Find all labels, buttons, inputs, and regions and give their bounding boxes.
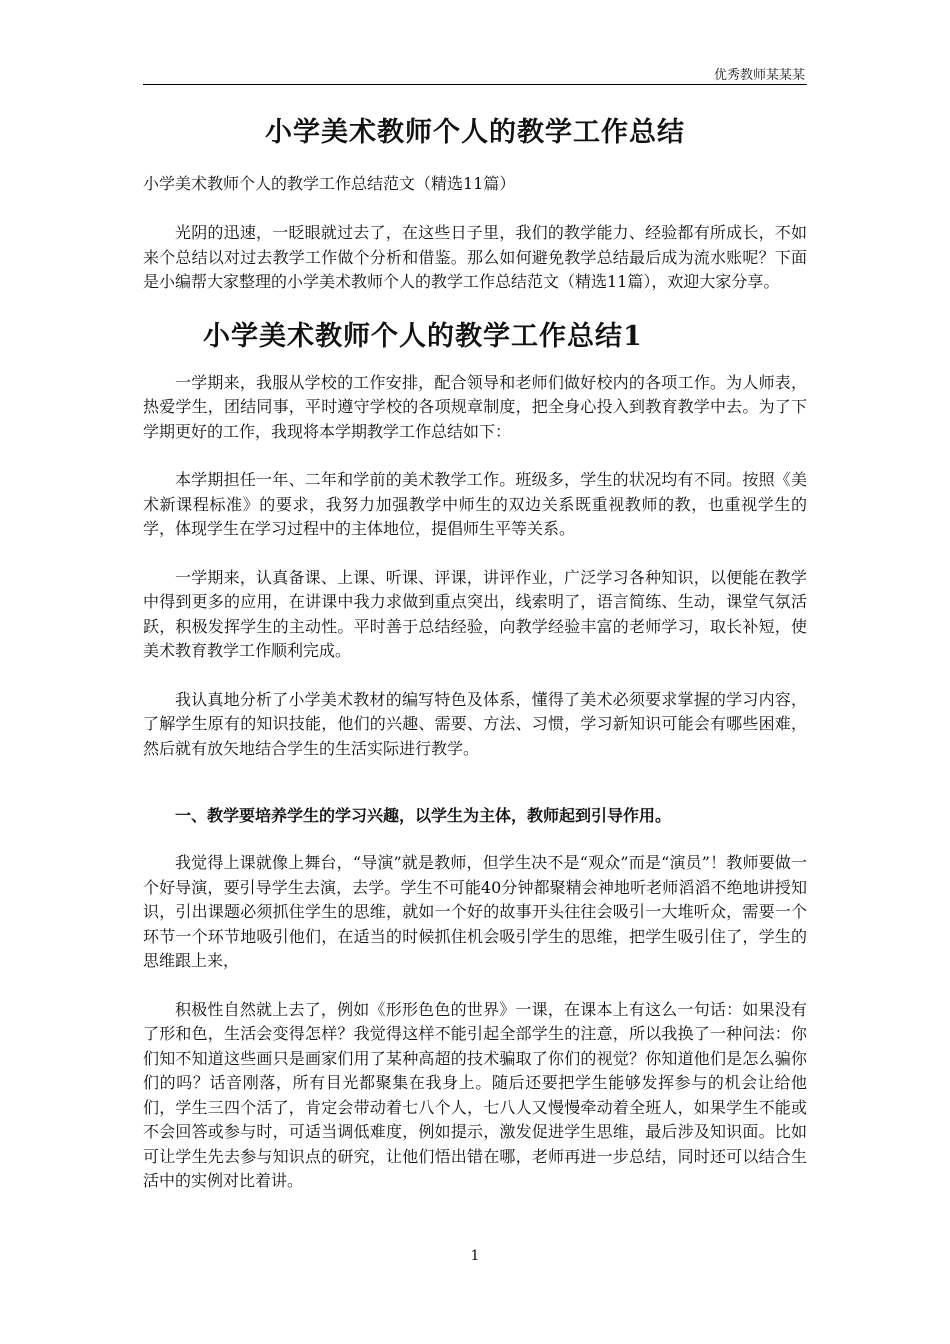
page-number: 1: [470, 1248, 480, 1264]
document-subtitle: 小学美术教师个人的教学工作总结范文（精选11篇）: [143, 174, 516, 193]
body-paragraph: 积极性自然就上去了，例如《形形色色的世界》一课，在课本上有这么一句话：如果没有了形和色，生活会变得怎样？我觉得这样不能引起全部学生的注意，所以我换了一种问法：你们知不知道这些画只是画家们用了某种高超的技术骗取了你们的视觉？你知道他们是怎么骗你们的吗？话音刚落，所有目光都聚集在我身上。随后还要把学生能够发挥参与的机会让给他们，学生三四个活了，肯定会带动着七八个人，七八人又慢慢牵动着全班人，如果学生不能或不会回答或参与时，可适当调低难度，例如提示，激发促进学生思维，最后涉及知识面。比如可让学生先去参与知识点的研究，让他们悟出错在哪，老师再进一步总结，同时还可以结合生活中的实例对比着讲。: [143, 999, 807, 1190]
section-title: 小学美术教师个人的教学工作总结1: [203, 320, 643, 352]
page-header-text: 优秀教师某某某: [713, 68, 805, 83]
document-title: 小学美术教师个人的教学工作总结: [265, 117, 685, 148]
body-paragraph: 我认真地分析了小学美术教材的编写特色及体系，懂得了美术必须要求掌握的学习内容，了解学生原有的知识技能，他们的兴趣、需要、方法、习惯，学习新知识可能会有哪些困难，然后就有放矢地结合学生的生活实际进行教学。: [143, 689, 807, 758]
body-paragraph: 一学期来，我服从学校的工作安排，配合领导和老师们做好校内的各项工作。为人师表，热爱学生，团结同事，平时遵守学校的各项规章制度，把全身心投入到教育教学中去。为了下学期更好的工作，我现将本学期教学工作总结如下：: [143, 372, 807, 441]
body-paragraph: 本学期担任一年、二年和学前的美术教学工作。班级多，学生的状况均有不同。按照《美术新课程标准》的要求，我努力加强教学中师生的双边关系既重视教师的教，也重视学生的学，体现学生在学习过程中的主体地位，提倡师生平等关系。: [143, 470, 807, 538]
header-divider: [143, 84, 807, 85]
subsection-heading: 一、教学要培养学生的学习兴趣，以学生为主体，教师起到引导作用。: [175, 806, 672, 825]
body-paragraph: 我觉得上课就像上舞台，“导演”就是教师，但学生决不是“观众”而是“演员”！教师要做一个好导演，要引导学生去演，去学。学生不可能40分钟都聚精会神地听老师滔滔不绝地讲授知识，引出课题必须抓住学生的思维，就如一个好的故事开头往往会吸引一大堆听众，需要一个环节一个环节地吸引他们，在适当的时候抓住机会吸引学生的思维，把学生吸引住了，学生的思维跟上来，: [143, 853, 807, 970]
document-body: [143, 113, 807, 1194]
body-paragraph: 一学期来，认真备课、上课、听课、评课，讲评作业，广泛学习各种知识，以便能在教学中得到更多的应用，在讲课中我力求做到重点突出，线索明了，语言简练、生动，课堂气氛活跃，积极发挥学生的主动性。平时善于总结经验，向教学经验丰富的老师学习，取长补短，使美术教育教学工作顺利完成。: [143, 567, 807, 660]
intro-paragraph: 光阴的迅速，一眨眼就过去了，在这些日子里，我们的教学能力、经验都有所成长，不如来个总结以对过去教学工作做个分析和借鉴。那么如何避免教学总结最后成为流水账呢？下面是小编帮大家整理的小学美术教师个人的教学工作总结范文（精选11篇），欢迎大家分享。: [143, 223, 807, 291]
